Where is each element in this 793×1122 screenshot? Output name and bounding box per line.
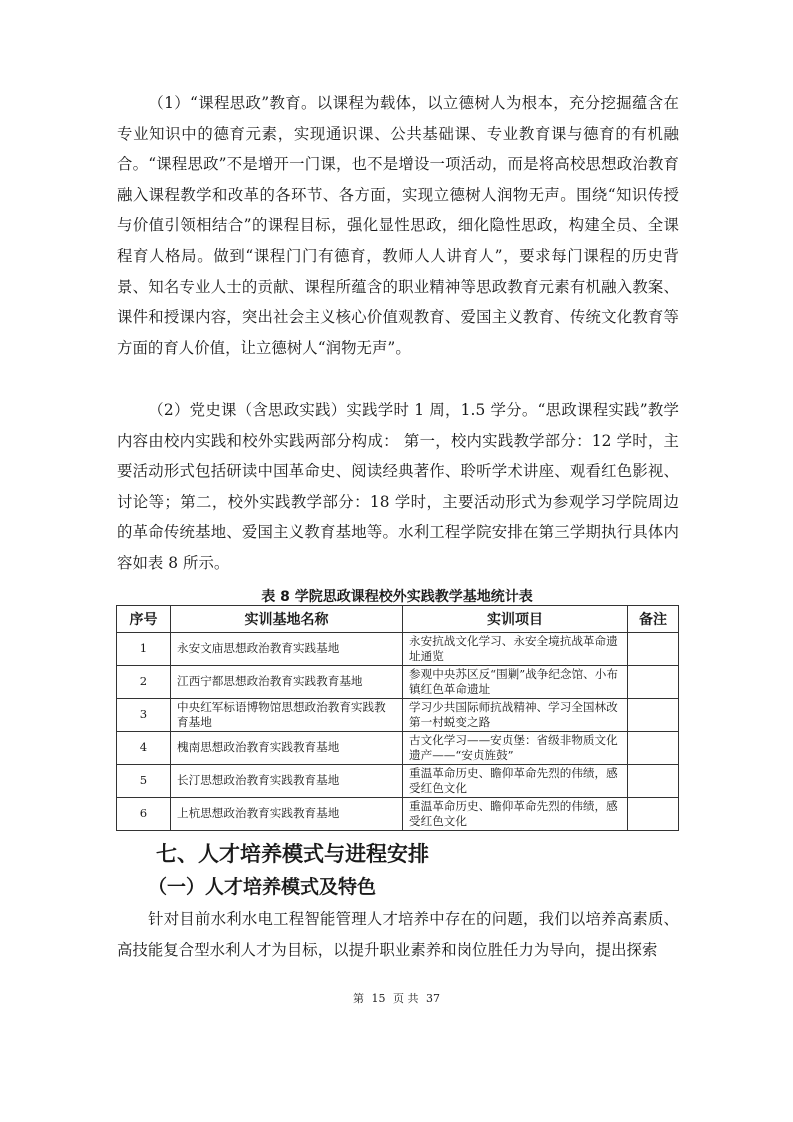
- cell-project: 重温革命历史、瞻仰革命先烈的伟绩，感受红色文化: [403, 798, 628, 831]
- section-heading: 七、人才培养模式与进程安排: [156, 842, 429, 866]
- practice-base-table: [116, 605, 679, 831]
- cell-project: 学习少共国际师抗战精神、学习全国林改第一村蜕变之路: [403, 699, 628, 732]
- paragraph-text: 针对目前水利水电工程智能管理人才培养中存在的问题，我们以培养高素质、高技能复合型水利人才为目标，以提升职业素养和岗位胜任力为导向，提出探索: [117, 910, 679, 959]
- cell-note: [628, 765, 679, 798]
- paragraph-course-ideology: [117, 88, 679, 363]
- cell-note: [628, 798, 679, 831]
- header-no: 序号: [117, 606, 171, 633]
- cell-no: 5: [117, 765, 171, 798]
- cell-note: [628, 699, 679, 732]
- table-caption: 表 8 学院思政课程校外实践教学基地统计表: [261, 589, 533, 605]
- header-note: 备注: [628, 606, 679, 633]
- paragraph-training-mode: [117, 904, 679, 965]
- paragraph-party-history-course: [117, 395, 679, 579]
- table-row: [117, 699, 679, 732]
- table-row: [117, 666, 679, 699]
- cell-project: 永安抗战文化学习、永安全境抗战革命遗址通览: [403, 633, 628, 666]
- footer-prefix: 第: [353, 992, 364, 1005]
- cell-base-name: 槐南思想政治教育实践教育基地: [171, 732, 403, 765]
- paragraph-text: （1）“课程思政”教育。以课程为载体，以立德树人为根本，充分挖掘蕴含在专业知识中的德育元素，实现通识课、公共基础课、专业教育课与德育的有机融合。“课程思政”不是增开一门课，也不是增设一项活动，而是将高校思想政治教育融入课程教学和改革的各环节、各方面，实现立德树人润物无声。围绕“知识传授与价值引领相结合”的课程目标，强化显性思政，细化隐性思政，构建全员、全课程育人格局。做到“课程门门有德育，教师人人讲育人”，要求每门课程的历史背景、知名专业人士的贡献、课程所蕴含的职业精神等思政教育元素有机融入教案、课件和授课内容，突出社会主义核心价值观教育、爱国主义教育、传统文化教育等方面的育人价值，让立德树人“润物无声”。: [117, 94, 679, 357]
- table-header-row: [117, 606, 679, 633]
- page-footer: [0, 990, 793, 1006]
- cell-base-name: 长汀思想政治教育实践教育基地: [171, 765, 403, 798]
- cell-base-name: 江西宁都思想政治教育实践教育基地: [171, 666, 403, 699]
- page-number: 15: [371, 992, 386, 1005]
- cell-no: 3: [117, 699, 171, 732]
- cell-no: 6: [117, 798, 171, 831]
- cell-note: [628, 633, 679, 666]
- cell-base-name: 上杭思想政治教育实践教育基地: [171, 798, 403, 831]
- cell-note: [628, 732, 679, 765]
- cell-no: 4: [117, 732, 171, 765]
- cell-project: 参观中央苏区反“围剿”战争纪念馆、小布镇红色革命遗址: [403, 666, 628, 699]
- subsection-heading: （一）人才培养模式及特色: [148, 876, 377, 898]
- cell-base-name: 永安文庙思想政治教育实践基地: [171, 633, 403, 666]
- cell-no: 1: [117, 633, 171, 666]
- table-row: [117, 633, 679, 666]
- cell-no: 2: [117, 666, 171, 699]
- table-row: [117, 798, 679, 831]
- header-base-name: 实训基地名称: [171, 606, 403, 633]
- cell-project: 古文化学习——安贞堡：省级非物质文化遗产——“安贞旌鼓”: [403, 732, 628, 765]
- paragraph-text: （2）党史课（含思政实践）实践学时 1 周，1.5 学分。“思政课程实践”教学内容由校内实践和校外实践两部分构成： 第一，校内实践教学部分：12 学时，主要活动形式包括研读中国革命史、阅读经典著作、聆听学术讲座、观看红色影视、讨论等；第二，校外实践教学部分：18 学时，主要活动形式为参观学习学院周边的革命传统基地、爱国主义教育基地等。水利工程学院安排在第三学期执行具体内容如表 8 所示。: [117, 401, 679, 572]
- cell-note: [628, 666, 679, 699]
- header-project: 实训项目: [403, 606, 628, 633]
- footer-middle: 页 共: [393, 992, 419, 1005]
- cell-base-name: 中央红军标语博物馆思想政治教育实践教育基地: [171, 699, 403, 732]
- table-row: [117, 732, 679, 765]
- cell-project: 重温革命历史、瞻仰革命先烈的伟绩，感受红色文化: [403, 765, 628, 798]
- table-row: [117, 765, 679, 798]
- total-pages: 37: [426, 992, 440, 1005]
